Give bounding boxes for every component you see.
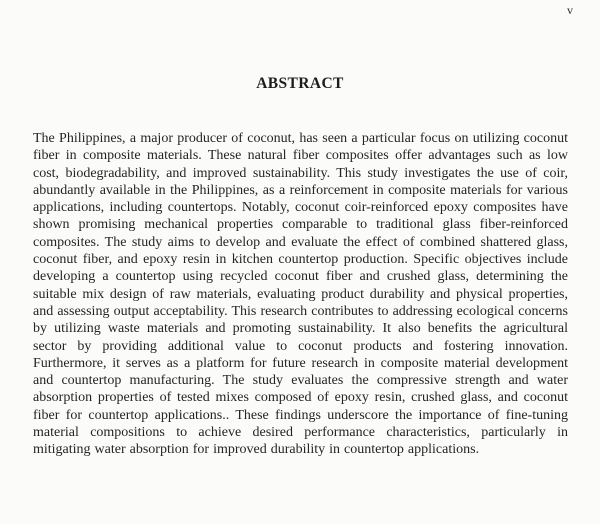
page-number: v: [567, 3, 573, 17]
abstract-paragraph: The Philippines, a major producer of coconut, has seen a particular focus on utilizing coconut fiber in composite materials. These natural fiber composites offer advantages such as low cost, biodegradability, and improved sustainability. This study investigates the use of coir, abundantly available in the Philippines, as a reinforcement in composite materials for various applications, including countertops. Notably, coconut coir-reinforced epoxy composites have shown promising mechanical properties comparable to traditional glass fiber-reinforced composites. The study aims to develop and evaluate the effect of combined shattered glass, coconut fiber, and epoxy resin in kitchen countertop production. Specific objectives include developing a countertop using recycled coconut fiber and crushed glass, determining the suitable mix design of raw materials, evaluating product durability and physical properties, and assessing output acceptability. This research contributes to addressing ecological concerns by utilizing waste materials and promoting sustainability. It also benefits the agricultural sector by providing additional value to coconut products and fostering innovation. Furthermore, it serves as a platform for future research in composite material development and countertop manufacturing. The study evaluates the compressive strength and water absorption properties of tested mixes composed of epoxy resin, crushed glass, and coconut fiber for countertop applications.. These findings underscore the importance of fine-tuning material compositions to achieve desired performance characteristics, particularly in mitigating water absorption for improved durability in countertop applications.: [33, 131, 568, 458]
abstract-heading: ABSTRACT: [256, 75, 344, 92]
